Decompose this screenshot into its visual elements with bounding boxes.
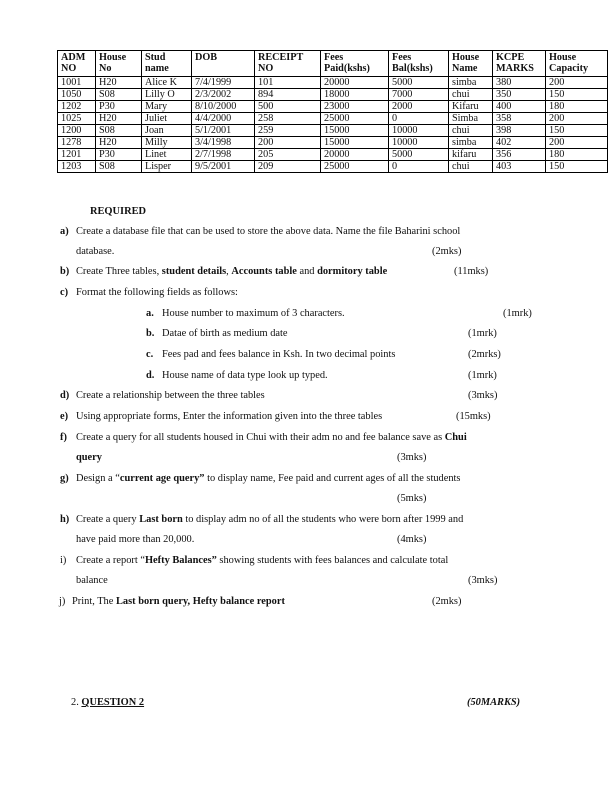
column-header-line1: House: [452, 52, 480, 63]
cell-house-capacity: 200: [546, 137, 608, 149]
cell-fees-bal: 0: [389, 161, 449, 173]
cell-house-no: S08: [96, 125, 142, 137]
cell-stud-name: Joan: [142, 125, 192, 137]
table-body: [58, 77, 608, 173]
question-b-label: b): [60, 266, 70, 277]
column-header-line1: KCPE: [496, 52, 525, 63]
question-g-text: [76, 473, 460, 484]
question-h-marks: (4mks): [397, 534, 427, 545]
question-e-label: e): [60, 411, 69, 422]
question-i-post: showing students with fees balances and calculate total: [216, 555, 449, 566]
column-header-line2: NO: [258, 63, 274, 74]
question-c-sub-a-text: House number to maximum of 3 characters.: [162, 308, 345, 319]
cell-house-name: simba: [449, 77, 493, 89]
question-g-marks: (5mks): [397, 493, 427, 504]
cell-receipt-no: 258: [255, 113, 321, 125]
column-header-line1: House: [549, 52, 577, 63]
cell-stud-name: Lilly O: [142, 89, 192, 101]
question-b-bold-student-details: student details: [161, 266, 227, 277]
cell-fees-paid: 20000: [321, 149, 389, 161]
cell-dob: 7/4/1999: [192, 77, 255, 89]
question-g-pre: Design a “: [76, 473, 120, 484]
cell-dob: 4/4/2000: [192, 113, 255, 125]
cell-fees-paid: 25000: [321, 113, 389, 125]
column-header-line1: Fees: [392, 52, 412, 63]
cell-house-no: H20: [96, 77, 142, 89]
cell-stud-name: Juliet: [142, 113, 192, 125]
question-f-label: f): [60, 432, 67, 443]
table-row: [58, 89, 608, 101]
cell-receipt-no: 894: [255, 89, 321, 101]
cell-fees-bal: 10000: [389, 125, 449, 137]
cell-adm-no: 1278: [58, 137, 96, 149]
question-g-post: to display name, Fee paid and current ages of all the students: [204, 473, 461, 484]
cell-receipt-no: 205: [255, 149, 321, 161]
question-h-text-cont: have paid more than 20,000.: [76, 534, 195, 545]
question-h-bold-last-born: Last born: [139, 514, 183, 525]
column-header-line1: Stud: [145, 52, 166, 63]
question-i-text-cont: balance: [76, 575, 108, 586]
question-d-text: Create a relationship between the three tables: [76, 390, 265, 401]
cell-fees-bal: 0: [389, 113, 449, 125]
cell-fees-bal: 2000: [389, 101, 449, 113]
cell-receipt-no: 259: [255, 125, 321, 137]
cell-house-capacity: 150: [546, 125, 608, 137]
cell-house-name: kifaru: [449, 149, 493, 161]
cell-house-name: Simba: [449, 113, 493, 125]
cell-house-name: chui: [449, 89, 493, 101]
question-h-text: [76, 514, 463, 525]
question-j-pre: Print, The: [72, 596, 116, 607]
cell-dob: 5/1/2001: [192, 125, 255, 137]
column-header-line1: Fees: [324, 52, 344, 63]
question-d-label: d): [60, 390, 70, 401]
cell-adm-no: 1201: [58, 149, 96, 161]
column-header-dob: [192, 51, 255, 77]
column-header-line1: House: [99, 52, 127, 63]
question-2-number: 2.: [71, 697, 79, 708]
cell-fees-paid: 18000: [321, 89, 389, 101]
cell-dob: 3/4/1998: [192, 137, 255, 149]
question-g-label: g): [60, 473, 69, 484]
cell-house-no: H20: [96, 137, 142, 149]
cell-fees-bal: 10000: [389, 137, 449, 149]
question-f-text: [76, 432, 467, 443]
table-row: [58, 113, 608, 125]
cell-kcpe-marks: 350: [493, 89, 546, 101]
cell-house-capacity: 180: [546, 101, 608, 113]
table-row: [58, 137, 608, 149]
cell-dob: 8/10/2000: [192, 101, 255, 113]
question-a-marks: (2mks): [432, 246, 462, 257]
column-header-line2: name: [145, 63, 169, 74]
cell-kcpe-marks: 402: [493, 137, 546, 149]
column-header-line1: DOB: [195, 52, 218, 63]
question-b-marks: (11mks): [454, 266, 489, 277]
question-b-bold-accounts: Accounts table: [231, 266, 297, 277]
cell-house-capacity: 150: [546, 89, 608, 101]
table-row: [58, 161, 608, 173]
cell-receipt-no: 200: [255, 137, 321, 149]
question-g-bold-current-age-query: current age query”: [119, 473, 205, 484]
cell-adm-no: 1202: [58, 101, 96, 113]
table-row: [58, 125, 608, 137]
column-header-stud-name: [142, 51, 192, 77]
cell-house-no: P30: [96, 149, 142, 161]
cell-adm-no: 1001: [58, 77, 96, 89]
question-c-sub-b-marks: (1mrk): [468, 328, 497, 339]
question-f-marks: (3mks): [397, 452, 427, 463]
cell-fees-paid: 15000: [321, 125, 389, 137]
column-header-adm-no: [58, 51, 96, 77]
cell-adm-no: 1203: [58, 161, 96, 173]
question-b-sep: ,: [226, 266, 232, 277]
question-c-sub-c-text: Fees pad and fees balance in Ksh. In two decimal points: [162, 349, 396, 360]
column-header-line1: RECEIPT: [258, 52, 304, 63]
question-b-bold-dormitory: dormitory table: [317, 266, 388, 277]
cell-house-name: simba: [449, 137, 493, 149]
question-b-text: [76, 266, 387, 277]
column-header-line2: NO: [61, 63, 77, 74]
cell-house-name: chui: [449, 125, 493, 137]
question-e-marks: (15mks): [456, 411, 491, 422]
column-header-line2: Capacity: [549, 63, 589, 74]
question-f-pre: Create a query for all students housed in Chui with their adm no and fee balance save as: [76, 432, 445, 443]
cell-house-name: Kifaru: [449, 101, 493, 113]
question-j-label: j): [59, 596, 66, 607]
question-2-heading: [71, 697, 144, 708]
question-i-pre: Create a report “: [76, 555, 145, 566]
question-f-bold-query: query: [76, 452, 102, 463]
question-c-sub-d-marks: (1mrk): [468, 370, 497, 381]
required-heading: REQUIRED: [90, 206, 147, 217]
cell-house-capacity: 200: [546, 77, 608, 89]
cell-dob: 2/3/2002: [192, 89, 255, 101]
question-j-text: [72, 596, 285, 607]
cell-receipt-no: 500: [255, 101, 321, 113]
question-c-sub-b-text: Datae of birth as medium date: [162, 328, 288, 339]
question-2-title: QUESTION 2: [81, 697, 145, 708]
question-e-text: Using appropriate forms, Enter the information given into the three tables: [76, 411, 383, 422]
cell-adm-no: 1025: [58, 113, 96, 125]
column-header-line2: Name: [452, 63, 478, 74]
cell-house-capacity: 200: [546, 113, 608, 125]
question-h-pre: Create a query: [76, 514, 140, 525]
question-2-marks: (50MARKS): [467, 697, 521, 708]
cell-stud-name: Mary: [142, 101, 192, 113]
cell-dob: 2/7/1998: [192, 149, 255, 161]
column-header-receipt-no: [255, 51, 321, 77]
question-i-text: [76, 555, 448, 566]
table-row: [58, 149, 608, 161]
cell-fees-bal: 5000: [389, 149, 449, 161]
question-h-post: to display adm no of all the students who were born after 1999 and: [182, 514, 464, 525]
cell-stud-name: Alice K: [142, 77, 192, 89]
cell-dob: 9/5/2001: [192, 161, 255, 173]
cell-adm-no: 1050: [58, 89, 96, 101]
question-h-label: h): [60, 514, 70, 525]
cell-house-no: S08: [96, 161, 142, 173]
cell-fees-paid: 20000: [321, 77, 389, 89]
cell-stud-name: Lisper: [142, 161, 192, 173]
question-c-label: c): [60, 287, 69, 298]
question-c-sub-b-label: b.: [146, 328, 155, 339]
cell-fees-paid: 25000: [321, 161, 389, 173]
student-data-table: [57, 50, 608, 173]
question-a-label: a): [60, 226, 69, 237]
column-header-line2: Paid(kshs): [324, 63, 370, 74]
cell-fees-bal: 5000: [389, 77, 449, 89]
cell-fees-paid: 23000: [321, 101, 389, 113]
cell-kcpe-marks: 356: [493, 149, 546, 161]
cell-fees-bal: 7000: [389, 89, 449, 101]
question-i-label: i): [60, 555, 67, 566]
question-a-text-cont: database.: [76, 246, 115, 257]
question-c-sub-c-label: c.: [146, 349, 154, 360]
column-header-house-no: [96, 51, 142, 77]
cell-house-no: H20: [96, 113, 142, 125]
question-d-marks: (3mks): [468, 390, 498, 401]
column-header-line1: ADM: [61, 52, 86, 63]
cell-receipt-no: 209: [255, 161, 321, 173]
cell-receipt-no: 101: [255, 77, 321, 89]
cell-kcpe-marks: 358: [493, 113, 546, 125]
table-row: [58, 77, 608, 89]
cell-house-name: chui: [449, 161, 493, 173]
question-c-sub-a-label: a.: [146, 308, 154, 319]
question-j-marks: (2mks): [432, 596, 462, 607]
question-c-sub-a-marks: (1mrk): [503, 308, 532, 319]
question-f-bold-chui: Chui: [444, 432, 467, 443]
column-header-fees-bal: [389, 51, 449, 77]
column-header-line2: MARKS: [496, 63, 534, 74]
cell-house-no: S08: [96, 89, 142, 101]
cell-fees-paid: 15000: [321, 137, 389, 149]
cell-house-capacity: 150: [546, 161, 608, 173]
column-header-house-capacity: [546, 51, 608, 77]
cell-adm-no: 1200: [58, 125, 96, 137]
column-header-kcpe-marks: [493, 51, 546, 77]
cell-kcpe-marks: 380: [493, 77, 546, 89]
cell-stud-name: Linet: [142, 149, 192, 161]
table-row: [58, 101, 608, 113]
cell-stud-name: Milly: [142, 137, 192, 149]
cell-house-no: P30: [96, 101, 142, 113]
question-c-sub-d-text: House name of data type look up typed.: [162, 370, 328, 381]
question-c-sub-d-label: d.: [146, 370, 155, 381]
question-i-marks: (3mks): [468, 575, 498, 586]
question-c-sub-c-marks: (2mrks): [468, 349, 501, 360]
table-header-row: [58, 51, 608, 77]
question-i-bold-hefty-balances: Hefty Balances”: [144, 555, 217, 566]
cell-house-capacity: 180: [546, 149, 608, 161]
question-j-bold-items: Last born query, Hefty balance report: [115, 596, 285, 607]
cell-kcpe-marks: 400: [493, 101, 546, 113]
cell-kcpe-marks: 398: [493, 125, 546, 137]
question-c-text: Format the following fields as follows:: [76, 287, 238, 298]
question-b-and: and: [296, 266, 318, 277]
column-header-fees-paid: [321, 51, 389, 77]
column-header-house-name: [449, 51, 493, 77]
question-b-pre: Create Three tables,: [76, 266, 162, 277]
column-header-line2: No: [99, 63, 112, 74]
cell-kcpe-marks: 403: [493, 161, 546, 173]
question-a-text: Create a database file that can be used to store the above data. Name the file Baharini school: [76, 226, 461, 237]
column-header-line2: Bal(kshs): [392, 63, 433, 74]
